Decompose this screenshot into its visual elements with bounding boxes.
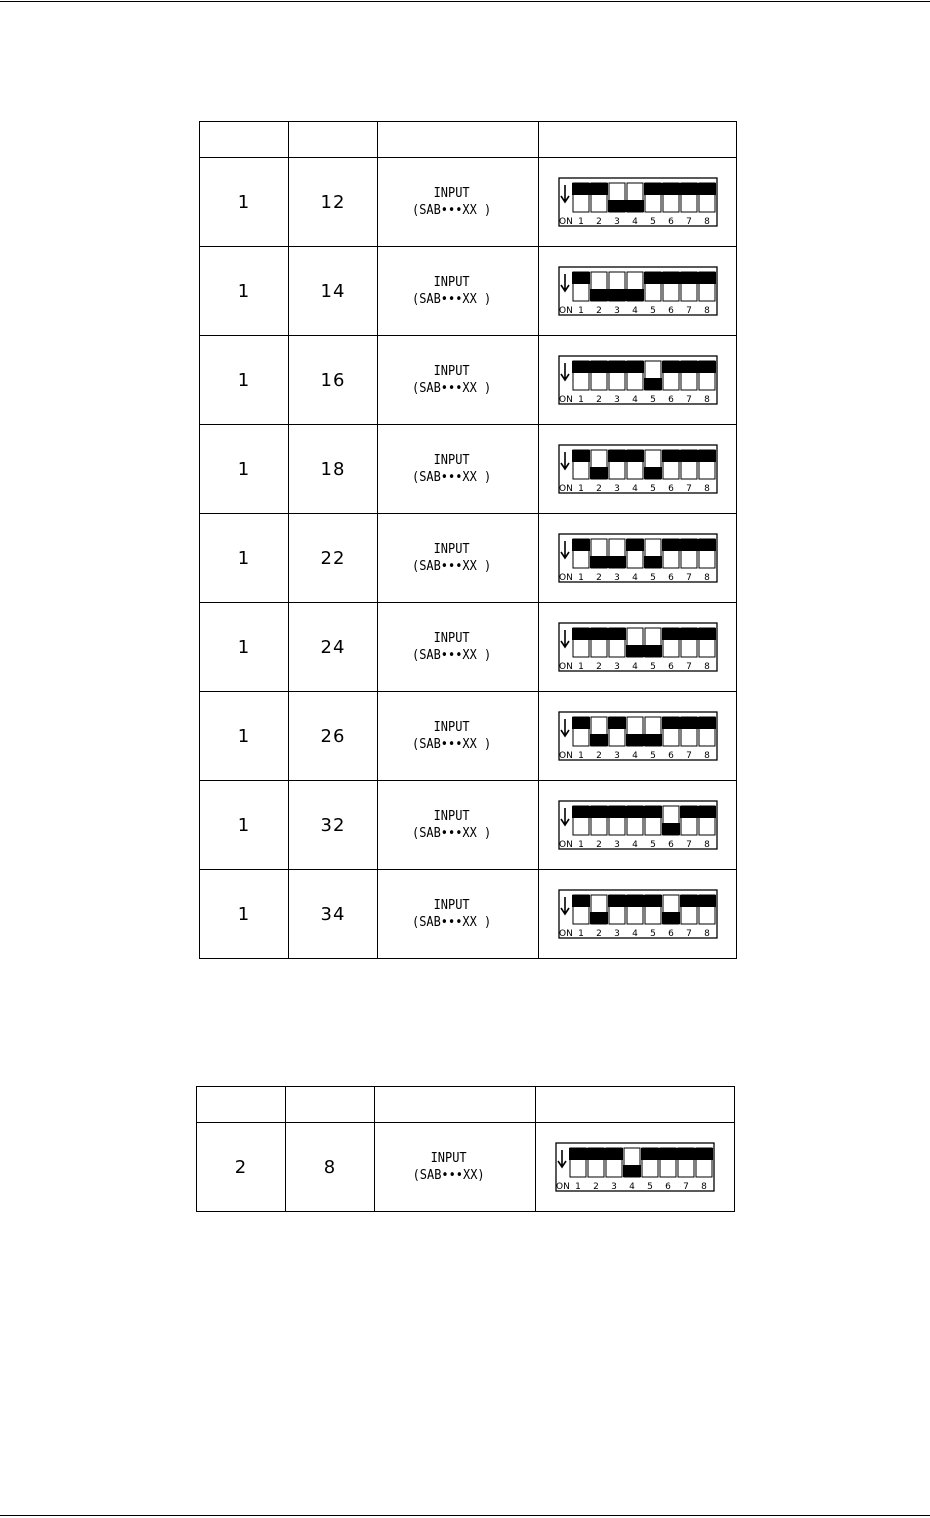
dip-switch-2 xyxy=(587,1148,605,1177)
group-cell xyxy=(200,870,289,959)
dip-switch-6 xyxy=(662,361,680,390)
dip-position-label: 7 xyxy=(685,306,692,316)
dip-position-label: 2 xyxy=(595,840,602,850)
dip-position-label: 8 xyxy=(703,484,710,494)
table-row xyxy=(200,336,737,425)
function-model: (SAB•••XX ) xyxy=(411,292,492,307)
dip-position-label: 3 xyxy=(613,840,620,850)
dip-switch-4 xyxy=(623,1148,641,1177)
dip-setting-cell xyxy=(539,870,737,959)
function-model: (SAB•••XX ) xyxy=(411,826,492,841)
dip-position-label: 4 xyxy=(631,395,638,405)
header-cell xyxy=(200,122,289,158)
function-name: INPUT xyxy=(433,898,470,913)
group-number: 1 xyxy=(237,280,251,302)
channel-cell xyxy=(289,692,378,781)
dip-position-label: 1 xyxy=(575,1182,581,1192)
on-direction-arrow-icon xyxy=(561,274,569,291)
function-cell xyxy=(375,1123,536,1212)
dip-switch-5 xyxy=(644,183,662,212)
dip-switch-diagram xyxy=(558,444,718,494)
dip-switch-4 xyxy=(626,450,644,479)
dip-on-label: ON xyxy=(558,751,573,761)
dip-switch-8 xyxy=(698,717,716,746)
function-cell xyxy=(378,514,539,603)
table-row xyxy=(200,692,737,781)
dip-switch-diagram xyxy=(558,266,718,316)
dip-switch-7 xyxy=(680,539,698,568)
header-cell xyxy=(375,1087,536,1123)
function-name: INPUT xyxy=(433,275,470,290)
channel-cell xyxy=(289,425,378,514)
dip-position-label: 7 xyxy=(685,751,692,761)
dip-switch-8 xyxy=(698,539,716,568)
dip-position-label: 7 xyxy=(683,1182,689,1192)
dip-position-label: 4 xyxy=(631,662,638,672)
group-number: 1 xyxy=(237,458,251,480)
dip-switch-1 xyxy=(572,806,590,835)
on-direction-arrow-icon xyxy=(561,541,569,558)
dip-position-label: 6 xyxy=(667,484,674,494)
dip-switch-4 xyxy=(626,717,644,746)
dip-position-label: 7 xyxy=(685,929,692,939)
dip-switch-2 xyxy=(590,539,608,568)
dip-setting-cell xyxy=(539,781,737,870)
dip-switch-7 xyxy=(677,1148,695,1177)
dip-switch-8 xyxy=(698,895,716,924)
dip-position-label: 3 xyxy=(613,662,620,672)
table-row xyxy=(200,514,737,603)
dip-position-label: 5 xyxy=(649,662,656,672)
dip-position-label: 3 xyxy=(611,1182,617,1192)
dip-switch-4 xyxy=(626,539,644,568)
dip-switch-3 xyxy=(608,272,626,301)
dip-setting-cell xyxy=(539,514,737,603)
dip-switch-7 xyxy=(680,183,698,212)
dip-position-label: 6 xyxy=(665,1182,671,1192)
channel-number: 34 xyxy=(320,903,346,925)
group-number: 1 xyxy=(237,636,251,658)
function-cell xyxy=(378,425,539,514)
dip-position-label: 6 xyxy=(667,306,674,316)
dip-switch-2 xyxy=(590,806,608,835)
dip-setting-cell xyxy=(539,692,737,781)
function-name: INPUT xyxy=(433,631,470,646)
dip-position-label: 4 xyxy=(631,840,638,850)
dip-position-label: 7 xyxy=(685,573,692,583)
dip-on-label: ON xyxy=(558,217,573,227)
dip-position-label: 1 xyxy=(577,929,584,939)
dip-position-label: 4 xyxy=(631,929,638,939)
dip-position-label: 3 xyxy=(613,751,620,761)
dip-position-label: 8 xyxy=(703,306,710,316)
dip-switch-5 xyxy=(644,450,662,479)
dip-position-label: 8 xyxy=(703,840,710,850)
function-model: (SAB•••XX ) xyxy=(411,470,492,485)
on-direction-arrow-icon xyxy=(558,1150,566,1167)
group-cell xyxy=(200,425,289,514)
channel-number: 12 xyxy=(320,191,346,213)
function-cell xyxy=(378,781,539,870)
channel-cell xyxy=(289,158,378,247)
dip-switch-8 xyxy=(698,361,716,390)
channel-number: 18 xyxy=(320,458,346,480)
dip-switch-3 xyxy=(608,539,626,568)
dip-switch-diagram xyxy=(558,533,718,583)
dip-switch-1 xyxy=(572,895,590,924)
dip-switch-2 xyxy=(590,450,608,479)
dip-switch-5 xyxy=(644,717,662,746)
dip-setting-cell xyxy=(539,247,737,336)
dip-setting-cell xyxy=(539,336,737,425)
dip-switch-diagram xyxy=(558,355,718,405)
dip-position-label: 8 xyxy=(703,751,710,761)
dip-position-label: 2 xyxy=(595,573,602,583)
group-cell xyxy=(200,336,289,425)
channel-cell xyxy=(289,781,378,870)
group-number: 1 xyxy=(237,725,251,747)
group-number: 1 xyxy=(237,369,251,391)
group-number: 1 xyxy=(237,191,251,213)
dip-position-label: 6 xyxy=(667,662,674,672)
dip-position-label: 2 xyxy=(595,484,602,494)
dip-switch-6 xyxy=(662,895,680,924)
function-model: (SAB•••XX) xyxy=(412,1168,485,1183)
dip-switch-7 xyxy=(680,361,698,390)
function-cell xyxy=(378,692,539,781)
function-model: (SAB•••XX ) xyxy=(411,648,492,663)
dip-switch-8 xyxy=(698,450,716,479)
dip-position-label: 6 xyxy=(667,929,674,939)
dip-position-label: 4 xyxy=(631,217,638,227)
function-cell xyxy=(378,158,539,247)
group-number: 1 xyxy=(237,547,251,569)
table-row xyxy=(200,425,737,514)
dip-switch-1 xyxy=(572,361,590,390)
dip-position-label: 3 xyxy=(613,306,620,316)
dip-position-label: 5 xyxy=(649,217,656,227)
dip-position-label: 3 xyxy=(613,573,620,583)
on-direction-arrow-icon xyxy=(561,452,569,469)
channel-number: 22 xyxy=(320,547,346,569)
channel-cell xyxy=(289,336,378,425)
dip-switch-diagram xyxy=(558,800,718,850)
dip-switch-2 xyxy=(590,895,608,924)
dip-switch-8 xyxy=(698,183,716,212)
table-row xyxy=(200,781,737,870)
dip-switch-diagram xyxy=(558,889,718,939)
dip-switch-diagram xyxy=(558,711,718,761)
dip-switch-5 xyxy=(644,895,662,924)
dip-position-label: 4 xyxy=(631,484,638,494)
group-cell xyxy=(200,247,289,336)
dip-position-label: 4 xyxy=(629,1182,635,1192)
function-name: INPUT xyxy=(433,720,470,735)
dip-position-label: 5 xyxy=(647,1182,653,1192)
dip-on-label: ON xyxy=(558,484,573,494)
dip-position-label: 7 xyxy=(685,484,692,494)
function-name: INPUT xyxy=(433,542,470,557)
dip-switch-3 xyxy=(608,895,626,924)
header-cell xyxy=(286,1087,375,1123)
dip-position-label: 6 xyxy=(667,395,674,405)
dip-on-label: ON xyxy=(558,840,573,850)
function-cell xyxy=(378,336,539,425)
dip-on-label: ON xyxy=(558,929,573,939)
dip-position-label: 1 xyxy=(577,751,584,761)
dip-position-label: 5 xyxy=(649,395,656,405)
dip-position-label: 6 xyxy=(667,840,674,850)
dip-position-label: 2 xyxy=(595,929,602,939)
dip-switch-5 xyxy=(644,361,662,390)
dip-switch-8 xyxy=(698,272,716,301)
dip-on-label: ON xyxy=(558,662,573,672)
dip-setting-cell xyxy=(539,603,737,692)
channel-number: 24 xyxy=(320,636,346,658)
dip-switch-8 xyxy=(698,628,716,657)
group-cell xyxy=(200,514,289,603)
dip-switch-table-1 xyxy=(199,121,737,959)
dip-switch-1 xyxy=(572,717,590,746)
dip-switch-2 xyxy=(590,272,608,301)
dip-position-label: 8 xyxy=(701,1182,707,1192)
dip-switch-4 xyxy=(626,272,644,301)
dip-position-label: 4 xyxy=(631,751,638,761)
channel-cell xyxy=(289,603,378,692)
dip-position-label: 7 xyxy=(685,217,692,227)
group-cell xyxy=(200,603,289,692)
on-direction-arrow-icon xyxy=(561,630,569,647)
dip-position-label: 1 xyxy=(577,840,584,850)
dip-switch-diagram xyxy=(555,1142,715,1192)
dip-switch-diagram xyxy=(558,177,718,227)
dip-position-label: 1 xyxy=(577,662,584,672)
dip-switch-6 xyxy=(662,717,680,746)
channel-cell xyxy=(286,1123,375,1212)
function-name: INPUT xyxy=(433,809,470,824)
table-row xyxy=(200,247,737,336)
dip-switch-5 xyxy=(644,539,662,568)
function-cell xyxy=(378,870,539,959)
dip-switch-6 xyxy=(662,272,680,301)
function-cell xyxy=(378,603,539,692)
dip-switch-4 xyxy=(626,895,644,924)
dip-switch-6 xyxy=(662,539,680,568)
dip-switch-4 xyxy=(626,806,644,835)
dip-switch-5 xyxy=(644,272,662,301)
function-model: (SAB•••XX ) xyxy=(411,203,492,218)
dip-on-label: ON xyxy=(556,1182,570,1192)
top-rule xyxy=(0,1,930,2)
dip-switch-3 xyxy=(608,717,626,746)
channel-number: 16 xyxy=(320,369,346,391)
dip-switch-3 xyxy=(608,183,626,212)
dip-switch-7 xyxy=(680,450,698,479)
dip-position-label: 1 xyxy=(577,395,584,405)
dip-position-label: 5 xyxy=(649,573,656,583)
dip-switch-3 xyxy=(608,806,626,835)
dip-position-label: 5 xyxy=(649,929,656,939)
group-cell xyxy=(200,692,289,781)
dip-switch-1 xyxy=(572,539,590,568)
function-model: (SAB•••XX ) xyxy=(411,737,492,752)
header-cell xyxy=(378,122,539,158)
group-cell xyxy=(197,1123,286,1212)
dip-switch-8 xyxy=(698,806,716,835)
dip-switch-1 xyxy=(569,1148,587,1177)
dip-switch-diagram xyxy=(558,622,718,672)
dip-switch-4 xyxy=(626,361,644,390)
dip-switch-7 xyxy=(680,895,698,924)
on-direction-arrow-icon xyxy=(561,185,569,202)
dip-position-label: 1 xyxy=(577,484,584,494)
table-row xyxy=(197,1123,735,1212)
dip-position-label: 8 xyxy=(703,573,710,583)
dip-position-label: 8 xyxy=(703,929,710,939)
dip-position-label: 4 xyxy=(631,306,638,316)
table-header-row xyxy=(200,122,737,158)
dip-switch-6 xyxy=(662,628,680,657)
function-name: INPUT xyxy=(430,1151,467,1166)
dip-switch-6 xyxy=(662,450,680,479)
dip-position-label: 3 xyxy=(613,217,620,227)
group-number: 1 xyxy=(237,903,251,925)
header-cell xyxy=(539,122,737,158)
channel-number: 26 xyxy=(320,725,346,747)
dip-on-label: ON xyxy=(558,306,573,316)
table-row xyxy=(200,870,737,959)
dip-switch-1 xyxy=(572,272,590,301)
dip-position-label: 5 xyxy=(649,751,656,761)
dip-position-label: 3 xyxy=(613,929,620,939)
dip-position-label: 1 xyxy=(577,306,584,316)
dip-setting-cell xyxy=(536,1123,735,1212)
dip-switch-5 xyxy=(641,1148,659,1177)
on-direction-arrow-icon xyxy=(561,808,569,825)
table-row xyxy=(200,603,737,692)
function-name: INPUT xyxy=(433,186,470,201)
dip-switch-5 xyxy=(644,628,662,657)
on-direction-arrow-icon xyxy=(561,363,569,380)
channel-cell xyxy=(289,247,378,336)
dip-position-label: 3 xyxy=(613,395,620,405)
bottom-rule xyxy=(0,1515,930,1516)
dip-position-label: 1 xyxy=(577,217,584,227)
dip-switch-2 xyxy=(590,361,608,390)
dip-switch-1 xyxy=(572,628,590,657)
dip-switch-5 xyxy=(644,806,662,835)
dip-switch-7 xyxy=(680,717,698,746)
channel-number: 32 xyxy=(320,814,346,836)
dip-switch-1 xyxy=(572,183,590,212)
dip-position-label: 3 xyxy=(613,484,620,494)
dip-switch-6 xyxy=(662,806,680,835)
group-number: 2 xyxy=(234,1156,248,1178)
dip-position-label: 2 xyxy=(595,217,602,227)
dip-switch-4 xyxy=(626,628,644,657)
dip-switch-2 xyxy=(590,183,608,212)
function-cell xyxy=(378,247,539,336)
dip-position-label: 1 xyxy=(577,573,584,583)
channel-number: 8 xyxy=(323,1156,337,1178)
dip-switch-1 xyxy=(572,450,590,479)
dip-position-label: 5 xyxy=(649,484,656,494)
channel-cell xyxy=(289,870,378,959)
dip-position-label: 2 xyxy=(595,751,602,761)
dip-switch-2 xyxy=(590,717,608,746)
dip-position-label: 5 xyxy=(649,840,656,850)
dip-switch-3 xyxy=(605,1148,623,1177)
dip-on-label: ON xyxy=(558,395,573,405)
dip-position-label: 5 xyxy=(649,306,656,316)
dip-switch-table-2 xyxy=(196,1086,735,1212)
dip-switch-8 xyxy=(695,1148,713,1177)
table-row xyxy=(200,158,737,247)
dip-position-label: 4 xyxy=(631,573,638,583)
header-cell xyxy=(289,122,378,158)
dip-switch-6 xyxy=(662,183,680,212)
group-cell xyxy=(200,158,289,247)
group-number: 1 xyxy=(237,814,251,836)
header-cell xyxy=(536,1087,735,1123)
dip-position-label: 6 xyxy=(667,217,674,227)
dip-switch-3 xyxy=(608,628,626,657)
dip-position-label: 8 xyxy=(703,662,710,672)
function-name: INPUT xyxy=(433,453,470,468)
dip-position-label: 2 xyxy=(595,306,602,316)
dip-position-label: 8 xyxy=(703,395,710,405)
dip-switch-6 xyxy=(659,1148,677,1177)
function-name: INPUT xyxy=(433,364,470,379)
dip-switch-7 xyxy=(680,628,698,657)
dip-position-label: 8 xyxy=(703,217,710,227)
channel-number: 14 xyxy=(320,280,346,302)
dip-switch-7 xyxy=(680,272,698,301)
table-header-row xyxy=(197,1087,735,1123)
function-model: (SAB•••XX ) xyxy=(411,381,492,396)
on-direction-arrow-icon xyxy=(561,719,569,736)
dip-position-label: 7 xyxy=(685,395,692,405)
channel-cell xyxy=(289,514,378,603)
dip-setting-cell xyxy=(539,425,737,514)
dip-position-label: 7 xyxy=(685,840,692,850)
dip-position-label: 6 xyxy=(667,751,674,761)
dip-switch-4 xyxy=(626,183,644,212)
dip-position-label: 2 xyxy=(595,395,602,405)
dip-switch-3 xyxy=(608,450,626,479)
function-model: (SAB•••XX ) xyxy=(411,559,492,574)
dip-setting-cell xyxy=(539,158,737,247)
on-direction-arrow-icon xyxy=(561,897,569,914)
header-cell xyxy=(197,1087,286,1123)
dip-position-label: 2 xyxy=(593,1182,599,1192)
group-cell xyxy=(200,781,289,870)
dip-switch-7 xyxy=(680,806,698,835)
dip-switch-3 xyxy=(608,361,626,390)
dip-position-label: 6 xyxy=(667,573,674,583)
dip-position-label: 7 xyxy=(685,662,692,672)
dip-position-label: 2 xyxy=(595,662,602,672)
dip-switch-2 xyxy=(590,628,608,657)
dip-on-label: ON xyxy=(558,573,573,583)
function-model: (SAB•••XX ) xyxy=(411,915,492,930)
